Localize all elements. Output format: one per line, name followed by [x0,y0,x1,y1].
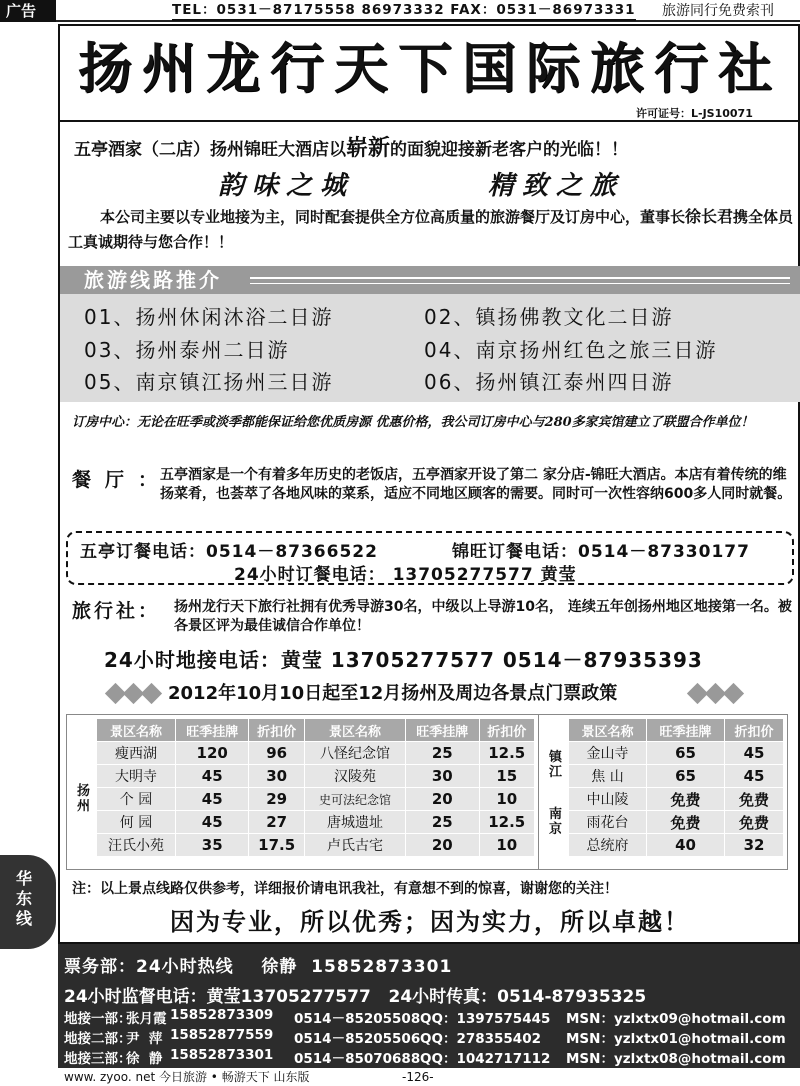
ad-tag: 广告 [0,0,56,22]
intro-body [68,204,798,255]
table-row [71,834,535,857]
region-label: 扬州 [71,742,97,857]
table-corner [71,719,97,742]
discount-price: 32 [725,834,784,857]
region-side-tab [0,855,56,949]
branch-label: 地接二部： [64,1031,132,1047]
peak-price: 45 [175,811,248,834]
route-list [60,294,800,402]
scenic-name: 瘦西湖 [97,742,176,765]
scenic-name: 金山寺 [569,742,647,765]
branch-person: 张月霞 [126,1011,167,1027]
index-name: 旅游同行免费索刊 [662,3,774,19]
divider [250,283,790,284]
ticket-policy-title: 2012年10月10日起至12月扬州及周边各景点门票政策 [168,683,618,704]
discount-price: 12.5 [479,811,535,834]
branch-person: 尹 萍 [126,1031,163,1047]
discount-price: 17.5 [249,834,304,857]
peak-price: 65 [647,742,725,765]
peak-price: 25 [406,742,479,765]
route-section-title: 旅游线路推介 [84,268,222,292]
scenic-name: 八怪纪念馆 [304,742,405,765]
ticket-department: 票务部：24小时热线 徐静 15852873301 [64,957,453,977]
slogan-left: 韵味之城 [218,171,355,201]
column-header: 旺季挂牌 [647,719,725,742]
scenic-name: 总统府 [569,834,647,857]
route-item: 06、扬州镇江泰州四日游 [424,370,674,394]
column-header: 折扣价 [249,719,304,742]
scenic-name: 唐城遗址 [304,811,405,834]
column-header: 景区名称 [569,719,647,742]
peak-price: 20 [406,834,479,857]
discount-price: 免费 [725,788,784,811]
route-item: 02、镇扬佛教文化二日游 [424,305,674,329]
branch-mobile: 15852873301 [170,1047,274,1063]
peak-price: 25 [406,811,479,834]
branch-tel: 0514－85205508 [294,1011,421,1027]
price-note: 注：以上景点线路仅供参考，详细报价请电讯我社，有意想不到的惊喜，谢谢您的关注！ [72,881,618,897]
intro-headline [60,131,800,162]
discount-price: 45 [725,742,784,765]
table-row [71,765,535,788]
route-item: 05、南京镇江扬州三日游 [84,370,334,394]
branch-qq: QQ：1042717112 [420,1051,551,1067]
side-tab-char: 线 [15,909,32,928]
restaurant-phone: 五亭订餐电话：0514－87366522 [80,542,378,562]
discount-price: 12.5 [479,742,535,765]
peak-price: 45 [175,788,248,811]
table-row [543,834,784,857]
ground-service-hotline: 24小时地接电话：黄莹 13705277577 0514－87935393 [104,648,703,672]
branch-msn: MSN：yzlxtx08@hotmail.com [566,1051,786,1067]
branch-mobile: 15852877559 [170,1027,274,1043]
restaurant-phone-box [66,531,794,585]
branch-label: 地接一部： [64,1011,132,1027]
table-row [543,788,784,811]
intro-headline-part: 五亭酒家（二店）扬州锦旺大酒店以 [74,140,346,160]
scenic-name: 卢氏古宅 [304,834,405,857]
table-row [543,742,784,765]
divider [60,120,800,122]
column-header: 折扣价 [725,719,784,742]
scenic-name: 何 园 [97,811,176,834]
slogan-right: 精致之旅 [488,171,625,201]
column-header: 旺季挂牌 [406,719,479,742]
discount-price: 27 [249,811,304,834]
region-label: 南京 [543,788,569,857]
route-item: 03、扬州泰州二日游 [84,338,290,362]
table-row [71,742,535,765]
branch-label: 地接三部： [64,1051,132,1067]
branch-msn: MSN：yzlxtx01@hotmail.com [566,1031,786,1047]
branch-tel: 0514－85070688 [294,1051,421,1067]
page-number: -126- [402,1070,434,1084]
table-row [543,765,784,788]
peak-price: 免费 [647,788,725,811]
supervision-phone: 24小时监督电话：黄莹13705277577 24小时传真：0514-87935325 [64,987,647,1007]
column-header: 景区名称 [304,719,405,742]
region-label: 镇江 [543,742,569,788]
company-name: 扬州龙行天下国际旅行社 [78,36,782,100]
branch-msn: MSN：yzlxtx09@hotmail.com [566,1011,786,1027]
header-contact: TEL：0531－87175558 86973332 FAX：0531－86973331 [172,1,636,21]
peak-price: 30 [406,765,479,788]
table-header-row [543,719,784,742]
agency-body: 扬州龙行天下旅行社拥有优秀导游30名，中级以上导游10名， 连续五年创扬州地区地接第一名。被各景区评为最佳诚信合作单位！ [174,599,792,634]
ticket-table-zhenjiang-nanjing [542,718,784,857]
table-row [71,811,535,834]
restaurant-phone: 锦旺订餐电话：0514－87330177 [452,542,750,562]
peak-price: 20 [406,788,479,811]
scenic-name: 中山陵 [569,788,647,811]
contact-footer [58,944,800,1068]
table-row [71,788,535,811]
scenic-name: 汉陵苑 [304,765,405,788]
peak-price: 35 [175,834,248,857]
intro-headline-part: 的面貌迎接新老客户的光临！！ [390,140,629,160]
column-header: 景区名称 [97,719,176,742]
booking-center: 订房中心：无论在旺季或淡季都能保证给您优质房源 优惠价格，我公司订房中心与280多家宾馆建立了联盟合作单位！ [72,415,754,430]
table-corner [543,719,569,742]
branch-qq: QQ：1397575445 [420,1011,551,1027]
restaurant-body: 五亭酒家是一个有着多年历史的老饭店，五亭酒家开设了第二 家分店-锦旺大酒店。本店有着传统的维扬菜肴，也荟萃了各地风味的菜系，适应不同地区顾客的需要。同时可一次性容纳600多人同时就餐。 [160,467,792,502]
scenic-name: 个 园 [97,788,176,811]
peak-price: 65 [647,765,725,788]
discount-price: 30 [249,765,304,788]
table-row [543,811,784,834]
discount-price: 10 [479,834,535,857]
table-header-row [71,719,535,742]
scenic-name: 大明寺 [97,765,176,788]
discount-price: 15 [479,765,535,788]
peak-price: 120 [175,742,248,765]
agency-label: 旅行社： [72,600,161,622]
discount-price: 29 [249,788,304,811]
column-header: 旺季挂牌 [175,719,248,742]
route-item: 04、南京扬州红色之旅三日游 [424,338,718,362]
intro-body-text: 携全体员工真诚期待与您合作！！ [68,208,794,251]
peak-price: 40 [647,834,725,857]
ticket-table-yangzhou [70,718,535,857]
bottom-bar [58,1068,800,1086]
motto: 因为专业，所以优秀；因为实力，所以卓越！ [170,908,690,936]
scenic-name: 雨花台 [569,811,647,834]
scenic-name: 史可法纪念馆 [304,788,405,811]
side-tab-char: 东 [15,889,32,908]
column-header: 折扣价 [479,719,535,742]
intro-headline-emphasis: 崭新 [346,136,391,161]
restaurant-phone: 24小时订餐电话： 13705277577 黄莹 [234,565,577,585]
peak-price: 免费 [647,811,725,834]
peak-price: 45 [175,765,248,788]
divider [250,277,790,279]
license-number: 许可证号：L-JS10071 [636,107,753,120]
branch-qq: QQ：278355402 [420,1031,541,1047]
branch-tel: 0514－85205506 [294,1031,421,1047]
scenic-name: 焦 山 [569,765,647,788]
route-item: 01、扬州休闲沐浴二日游 [84,305,334,329]
intro-body-text: 本公司主要以专业地接为主，同时配套提供全方位高质量的旅游餐厅及订房中心，董事长 [100,208,686,226]
scenic-name: 汪氏小苑 [97,834,176,857]
branch-person: 徐 静 [126,1051,163,1067]
website-footer: www. zyoo. net 今日旅游 • 畅游天下 山东版 [64,1070,310,1084]
chairman-name: 徐长君 [685,207,734,226]
discount-price: 96 [249,742,304,765]
discount-price: 45 [725,765,784,788]
discount-price: 免费 [725,811,784,834]
discount-price: 10 [479,788,535,811]
branch-mobile: 15852873309 [170,1007,274,1023]
restaurant-label: 餐厅： [72,469,172,491]
side-tab-char: 华 [15,869,32,888]
